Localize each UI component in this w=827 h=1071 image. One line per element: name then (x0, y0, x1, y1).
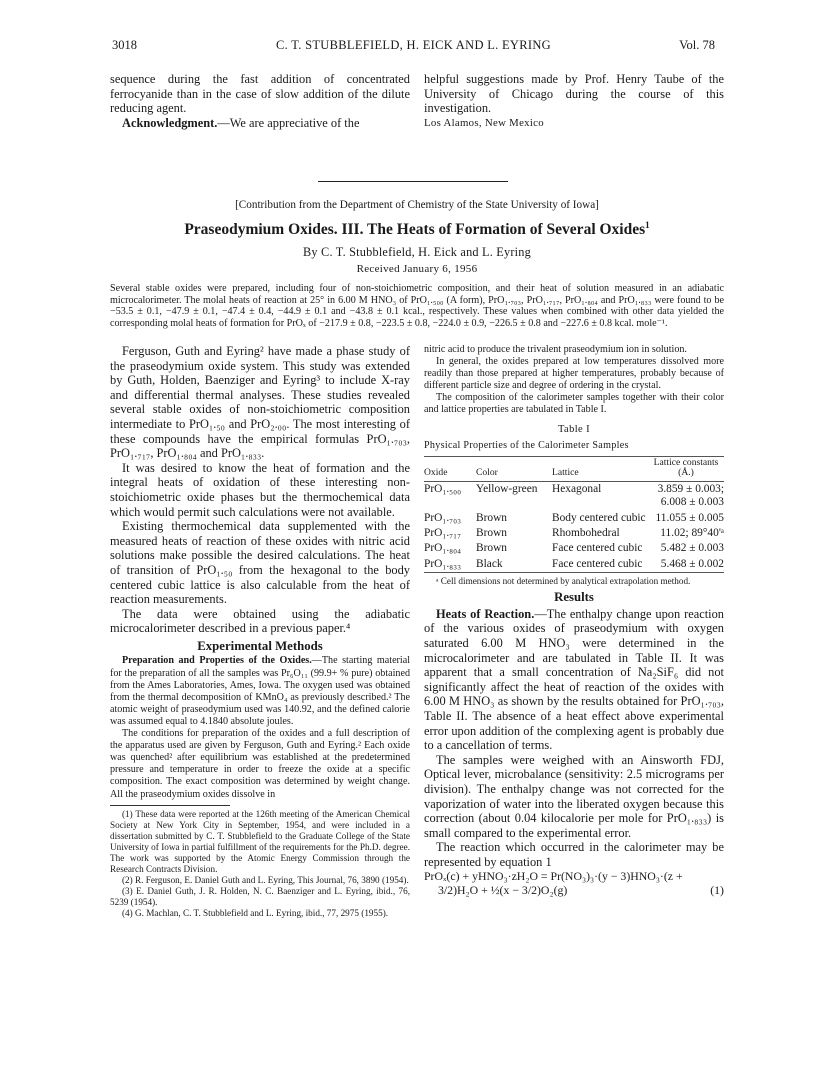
equation-line-2-row (424, 883, 724, 897)
table-subtitle: Physical Properties of the Calorimeter Samples (424, 440, 629, 452)
method-paragraph: The data were obtained using the adiabatic microcalorimeter described in a previous paper.⁴ (110, 606, 410, 636)
general-paragraph: In general, the oxides prepared at low temperatures dissolved more readily than those prepared at higher temperatures, probably because of different particle size and degree of ordering in the crystal. (424, 356, 724, 392)
article-title-text: Praseodymium Oxides. III. The Heats of Formation of Several Oxides (184, 221, 646, 239)
continuation-paragraph: nitric acid to produce the trivalent praseodymium ion in solution. (424, 344, 687, 355)
equation-1 (424, 869, 724, 897)
cell-constants: 5.468 ± 0.002 (660, 557, 724, 570)
heats-paragraph (424, 607, 724, 753)
cell-color: Yellow-green (476, 482, 538, 495)
acknowledgment (110, 116, 410, 131)
cell-constants: 3.859 ± 0.003; 6.008 ± 0.003 (657, 482, 724, 509)
cell-lattice: Body centered cubic (552, 511, 646, 524)
experimental-heading: Experimental Methods (197, 638, 323, 653)
cell-oxide: PrO₁.₇₀₃ (424, 511, 462, 524)
article-title (110, 220, 724, 239)
cell-color: Brown (476, 526, 508, 539)
cell-oxide: PrO₁.₈₃₃ (424, 557, 462, 570)
prep-label: Preparation and Properties of the Oxides. (122, 655, 312, 667)
table-caption: Table I (557, 423, 591, 435)
preceding-ack-cont: helpful suggestions made by Prof. Henry Taube of the University of Chicago during the course of this investigation. (424, 72, 724, 116)
ack-label: Acknowledgment. (122, 115, 218, 130)
table-row (424, 481, 724, 510)
contribution-line: [Contribution from the Department of Chemistry of the State University of Iowa] (235, 199, 599, 211)
calc-paragraph: Existing thermochemical data supplemented with the measured heats of reaction of these oxides with nitric acid solutions make possible the desired calculations. The heat of transition of PrO₁.₅₀ from the hexagonal to the body centered cubic lattice is also calculable from the heat of reaction measurements. (110, 519, 410, 607)
ack-text: —We are appreciative of the (217, 115, 360, 130)
cell-constants: 11.02; 89°40'ᵃ (660, 526, 724, 539)
cell-lattice: Face centered cubic (552, 557, 643, 570)
cell-color: Brown (476, 542, 508, 555)
samples-paragraph: The samples were weighed with an Ainsworth FDJ, Optical lever, microbalance (sensitivity: 2.5 micrograms per division). The enthalpy change was not corrected for the vaporization of water into the liberated oxygen because this correction (about 0.04 kilocalorie per mole for PrO₁.₈₃₃) is small compared to the experimental error. (424, 752, 724, 840)
table-row (424, 511, 724, 526)
footnotes (110, 809, 410, 919)
composition-paragraph: The composition of the calorimeter samples together with their color and lattice properties are tabulated in Table I. (424, 392, 724, 416)
received-date: Received January 6, 1956 (356, 263, 478, 275)
header-oxide: Oxide (424, 456, 476, 481)
abstract: Several stable oxides were prepared, including four of non-stoichiometric composition, and their heat of solution measured in an adiabatic microcalorimeter. The molal heats of reaction at 25° in 6.00 M HNO₃ of PrO₁.₅₀₀ (A form), PrO₁.₇₀₃, PrO₁.₇₁₇, PrO₁.₈₀₄ and PrO₁.₈₃₃ were found to be −53.5 ± 0.1, −47.9 ± 0.1, −47.4 ± 0.4, −44.9 ± 0.1 and −43.8 ± 0.1 kcal., respectively. These values when combined with other data yielded the corresponding molal heats of formation for PrOₓ of −217.9 ± 0.8, −223.5 ± 0.8, −224.0 ± 0.9, −226.5 ± 0.8 and −227.6 ± 0.8 kcal. mole⁻¹. (110, 283, 724, 329)
footnote-rule (110, 805, 230, 806)
table-footnote: ᵃ Cell dimensions not determined by analytical extrapolation method. (436, 576, 691, 587)
table-header-row (424, 456, 724, 481)
header-lattice: Lattice (552, 456, 648, 481)
cell-color: Black (476, 557, 503, 570)
table-row (424, 557, 724, 573)
heats-label: Heats of Reaction. (436, 606, 535, 621)
table-row (424, 526, 724, 541)
left-column (110, 344, 410, 919)
footnote-1: (1) These data were reported at the 126th meeting of the American Chemical Society at New York City in September, 1954, and were included in a dissertation submitted by C. T. Stubblefield to the Graduate College of the State University of Iowa in partial fulfillment of the requirements for the Ph.D. degree. The work was supported by the Atomic Energy Commission through the Research Contracts Division. (110, 808, 410, 874)
results-heading: Results (554, 590, 594, 605)
reaction-paragraph: The reaction which occurred in the calorimeter may be represented by equation 1 (424, 840, 724, 869)
conditions-paragraph: The conditions for preparation of the oxides and a full description of the apparatus used are given by Ferguson, Guth and Eyring.² Each oxide was quenched² after equilibrium was established at the predetermined pressure and temperature in order to freeze the oxide at a specific composition. The exact composition was determined by weight change. All the praseodymium oxides dissolve in (110, 728, 410, 800)
cell-constants: 5.482 ± 0.003 (660, 542, 724, 555)
header-color: Color (476, 456, 552, 481)
running-head (112, 38, 715, 56)
cell-constants: 11.055 ± 0.005 (655, 511, 724, 524)
cell-color: Brown (476, 511, 508, 524)
heats-text: —The enthalpy change upon reaction of the various oxides of praseodymium with oxygen saturated 6.00 M HNO₃ were determined in the microcalorimeter and are tabulated in Table II. It was apparent that a small concentration of Na₂SiF₆ did not significantly affect the heat of reaction of the oxides with 6.00 M HNO₃ as shown by the results obtained for PrO₁.₇₀₃, Table II. The absence of a heat effect above experimental error upon addition of the complexing agent is probably due to a cancellation of terms. (424, 606, 724, 753)
running-title: C. T. STUBBLEFIELD, H. EICK AND L. EYRING (275, 38, 552, 52)
header-lattice-constants: Lattice constants (Å.) (648, 456, 724, 481)
cell-lattice: Hexagonal (552, 482, 602, 495)
preceding-text: sequence during the fast addition of concentrated ferrocyanide than in the case of slow addition of the dilute reducing agent. (110, 72, 410, 116)
cell-oxide: PrO₁.₇₁₇ (424, 526, 462, 539)
footnote-2: (2) R. Ferguson, E. Daniel Guth and L. Eyring, This Journal, 76, 3890 (1954). (122, 874, 409, 885)
equation-line-1: PrOₓ(c) + yHNO₃·zH₂O = Pr(NO₃)₃·(y − 3)HNO₃·(z + (424, 869, 683, 884)
equation-line-2: 3/2)H₂O + ½(x − 3/2)O₂(g) (438, 883, 568, 898)
title-footnote-mark: 1 (645, 220, 650, 230)
cell-lattice: Rhombohedral (552, 526, 620, 539)
cell-oxide: PrO₁.₅₀₀ (424, 482, 462, 495)
footnote-4: (4) G. Machlan, C. T. Stubblefield and L. Eyring, ibid., 77, 2975 (1955). (122, 907, 389, 918)
preceding-article-left (110, 72, 410, 130)
cell-lattice: Face centered cubic (552, 542, 643, 555)
equation-number: (1) (710, 883, 724, 898)
article-divider (318, 181, 508, 182)
properties-table (424, 456, 724, 573)
location: Los Alamos, New Mexico (424, 116, 544, 129)
cell-oxide: PrO₁.₈₀₄ (424, 542, 462, 555)
right-column (424, 344, 724, 897)
page-number: 3018 (112, 38, 137, 52)
preparation-paragraph (110, 655, 410, 728)
goal-paragraph: It was desired to know the heat of formation and the integral heats of oxidation of these interesting non-stoichiometric oxide phases but the thermochemical data which would permit such calculations were not available. (110, 460, 410, 519)
volume-label: Vol. 78 (679, 38, 715, 52)
intro-paragraph: Ferguson, Guth and Eyring² have made a phase study of the praseodymium oxide system. This study was extended by Guth, Holden, Baenziger and Eyring³ to include X-ray and differential thermal analyses. These studies revealed several stable oxides of non-stoichiometric composition intermediate to PrO₁.₅₀ and PrO₂.₀₀. The most interesting of these compounds have the empirical formulas PrO₁.₇₀₃, PrO₁.₇₁₇, PrO₁.₈₀₄ and PrO₁.₈₃₃. (110, 344, 410, 461)
footnote-3: (3) E. Daniel Guth, J. R. Holden, N. C. Baenziger and L. Eyring, ibid., 76, 5239 (1954). (110, 885, 410, 907)
byline: By C. T. Stubblefield, H. Eick and L. Eyring (303, 245, 531, 259)
table-row (424, 541, 724, 556)
prep-text: —The starting material for the preparation of all the samples was Pr₆O₁₁ (99.9+ % pure) obtained from the Ames Laboratories, Ames, Iowa. The oxygen used was obtained from the thermal decomposition of KMnO₄ as previously described.² The atomic weight of praseodymium used was 140.92, and the defined calorie was assumed equal to 4.1840 absolute joules. (110, 655, 410, 727)
preceding-article-right (424, 72, 724, 130)
